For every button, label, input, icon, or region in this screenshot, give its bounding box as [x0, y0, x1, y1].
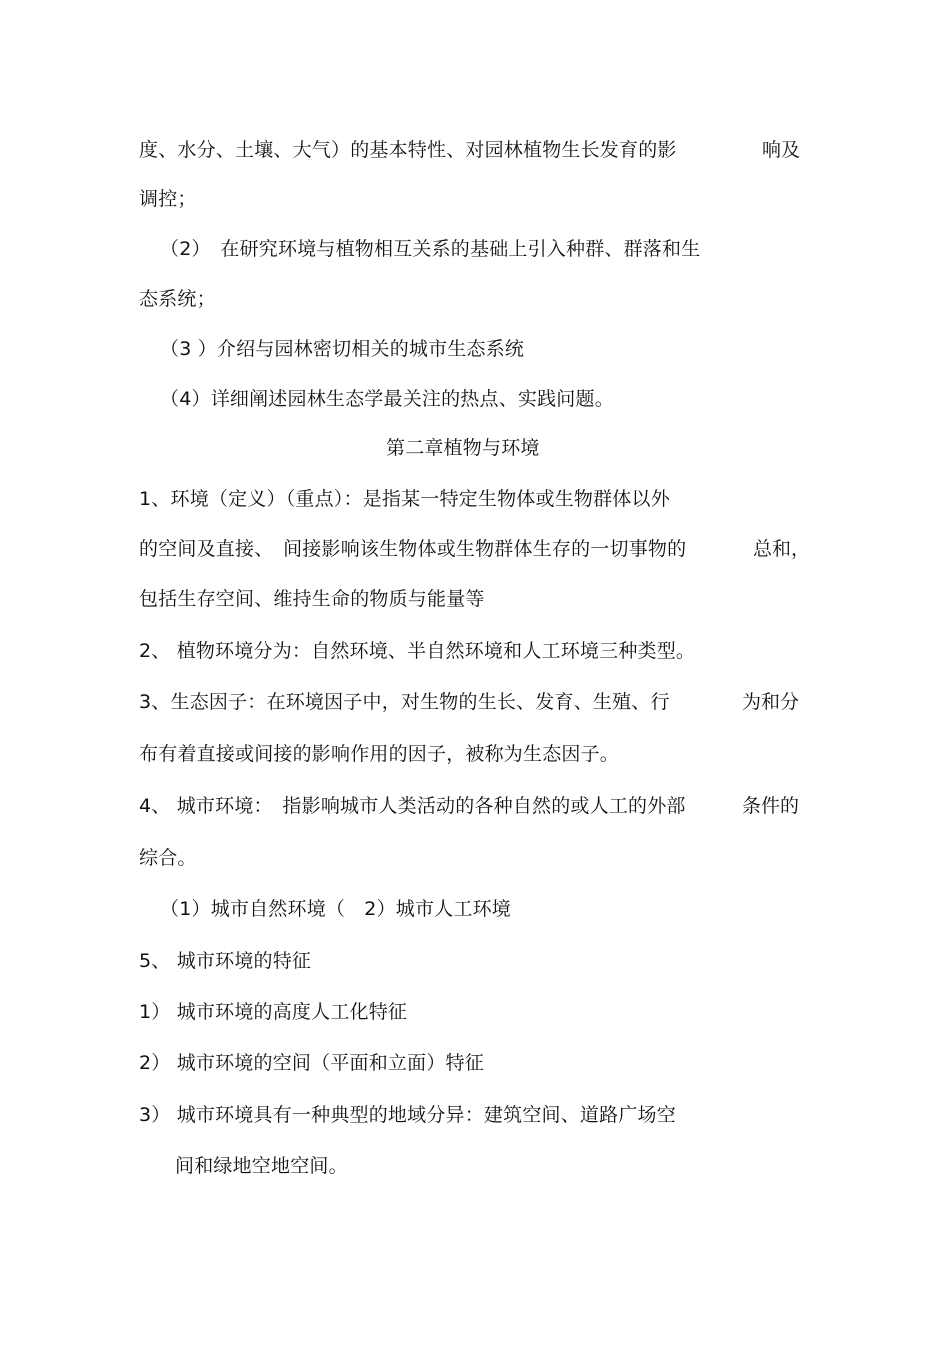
text-line-1: 度、水分、土壤、大气）的基本特性、对园林植物生长发育的影 [139, 139, 677, 161]
text-line-15: 综合。 [139, 847, 197, 869]
text-line-19: 2） 城市环境的空间（平面和立面）特征 [139, 1052, 484, 1074]
text-line-2: 调控； [139, 188, 197, 210]
text-line-17: 5、 城市环境的特征 [139, 950, 312, 972]
text-line-13: 布有着直接或间接的影响作用的因子，被称为生态因子。 [139, 743, 620, 765]
text-line-20: 3） 城市环境具有一种典型的地域分异：建筑空间、道路广场空 [139, 1104, 676, 1126]
text-line-3: （2） 在研究环境与植物相互关系的基础上引入种群、群落和生 [160, 238, 701, 260]
text-line-1-right: 响及 [762, 139, 801, 161]
text-line-4: 态系统； [139, 288, 216, 310]
text-line-12: 3、生态因子：在环境因子中，对生物的生长、发育、生殖、行 [139, 691, 670, 713]
chapter-heading: 第二章植物与环境 [386, 437, 540, 459]
text-line-11: 2、 植物环境分为：自然环境、半自然环境和人工环境三种类型。 [139, 640, 696, 662]
text-line-12-right: 为和分 [742, 691, 800, 713]
text-line-6: （4）详细阐述园林生态学最关注的热点、实践问题。 [160, 388, 614, 410]
text-line-10: 包括生存空间、维持生命的物质与能量等 [139, 588, 485, 610]
text-line-9: 的空间及直接、 间接影响该生物体或生物群体生存的一切事物的 [139, 538, 687, 560]
text-line-5: （3 ）介绍与园林密切相关的城市生态系统 [160, 338, 525, 360]
text-line-21: 间和绿地空地空间。 [175, 1155, 348, 1177]
text-line-16: （1）城市自然环境（ 2）城市人工环境 [160, 898, 511, 920]
text-line-14: 4、 城市环境： 指影响城市人类活动的各种自然的或人工的外部 [139, 795, 686, 817]
text-line-18: 1） 城市环境的高度人工化特征 [139, 1001, 408, 1023]
text-line-9-right: 总和， [753, 538, 811, 560]
text-line-14-right: 条件的 [742, 795, 800, 817]
text-line-8: 1、环境（定义）（重点）：是指某一特定生物体或生物群体以外 [139, 488, 670, 510]
